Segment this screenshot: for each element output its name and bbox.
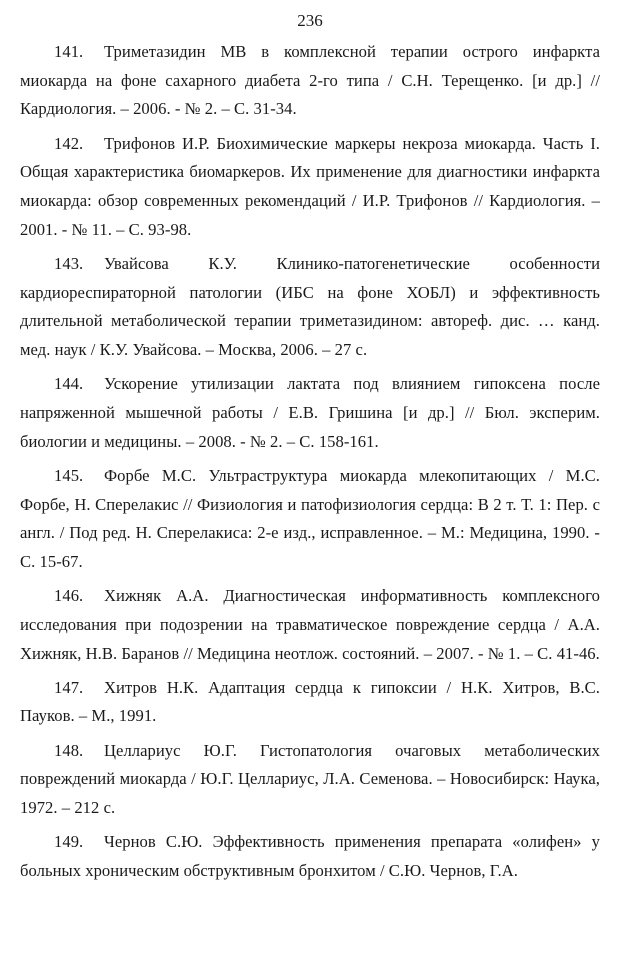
reference-number: 145. [54,465,84,485]
reference-number: 148. [54,740,84,760]
reference-text: Чернов С.Ю. Эффективность применения препарата «олифен» у больных хроническим обструктивным бронхитом / С.Ю. Чернов, Г.А. [20,832,600,880]
reference-item [20,370,600,456]
reference-number: 144. [54,374,84,394]
reference-item [20,250,600,365]
reference-item [20,38,600,124]
reference-item [20,582,600,668]
reference-text: Трифонов И.Р. Биохимические маркеры некроза миокарда. Часть I. Общая характеристика биомаркеров. Их применение для диагностики инфаркта миокарда: обзор современных рекомендаций / И.Р. Трифонов // Кардиология. – 2001. - № 11. – С. 93-98. [20,133,600,239]
reference-item [20,737,600,823]
page-number: 236 [297,11,323,30]
reference-text: Форбе М.С. Ультраструктура миокарда млекопитающих / М.С. Форбе, Н. Сперелакис // Физиология и патофизиология сердца: В 2 т. Т. 1: Пер. с англ. / Под ред. Н. Сперелакиса: 2-е изд., исправленное. – М.: Медицина, 1990. - С. 15-67. [20,465,600,571]
reference-number: 143. [54,253,84,273]
reference-text: Хитров Н.К. Адаптация сердца к гипоксии / Н.К. Хитров, В.С. Пауков. – М., 1991. [20,677,600,726]
reference-item [20,828,600,885]
reference-number: 149. [54,832,84,852]
reference-number: 147. [54,677,84,697]
reference-number: 141. [54,42,84,61]
reference-number: 146. [54,586,84,606]
reference-number: 142. [54,133,84,153]
reference-item [20,130,600,245]
reference-text: Хижняк А.А. Диагностическая информативность комплексного исследования при подозрении на травматическое повреждение сердца / А.А. Хижняк, Н.В. Баранов // Медицина неотлож. состояний. – 2007. - № 1. – С. 41-46. [20,586,600,663]
reference-text: Триметазидин МВ в комплексной терапии острого инфаркта миокарда на фоне сахарного диабета 2-го типа / С.Н. Терещенко. [и др.] // Кардиология. – 2006. - № 2. – С. 31-34. [20,42,600,119]
reference-text: Увайсова К.У. Клинико-патогенетические особенности кардиореспираторной патологии (ИБС на фоне ХОБЛ) и эффективность длительной метаболической терапии триметазидином: автореф. дис. … канд. мед. наук / К.У. Увайсова. – Москва, 2006. – 27 с. [20,253,600,360]
reference-list [20,38,600,886]
reference-item [20,462,600,577]
reference-text: Ускорение утилизации лактата под влиянием гипоксена после напряженной мышечной работы / Е.В. Гришина [и др.] // Бюл. эксперим. биологии и медицины. – 2008. - № 2. – С. 158-161. [20,374,600,451]
reference-item [20,674,600,731]
reference-text: Целлариус Ю.Г. Гистопатология очаговых метаболических повреждений миокарда / Ю.Г. Целлариус, Л.А. Семенова. – Новосибирск: Наука, 1972. – 212 с. [20,740,600,818]
